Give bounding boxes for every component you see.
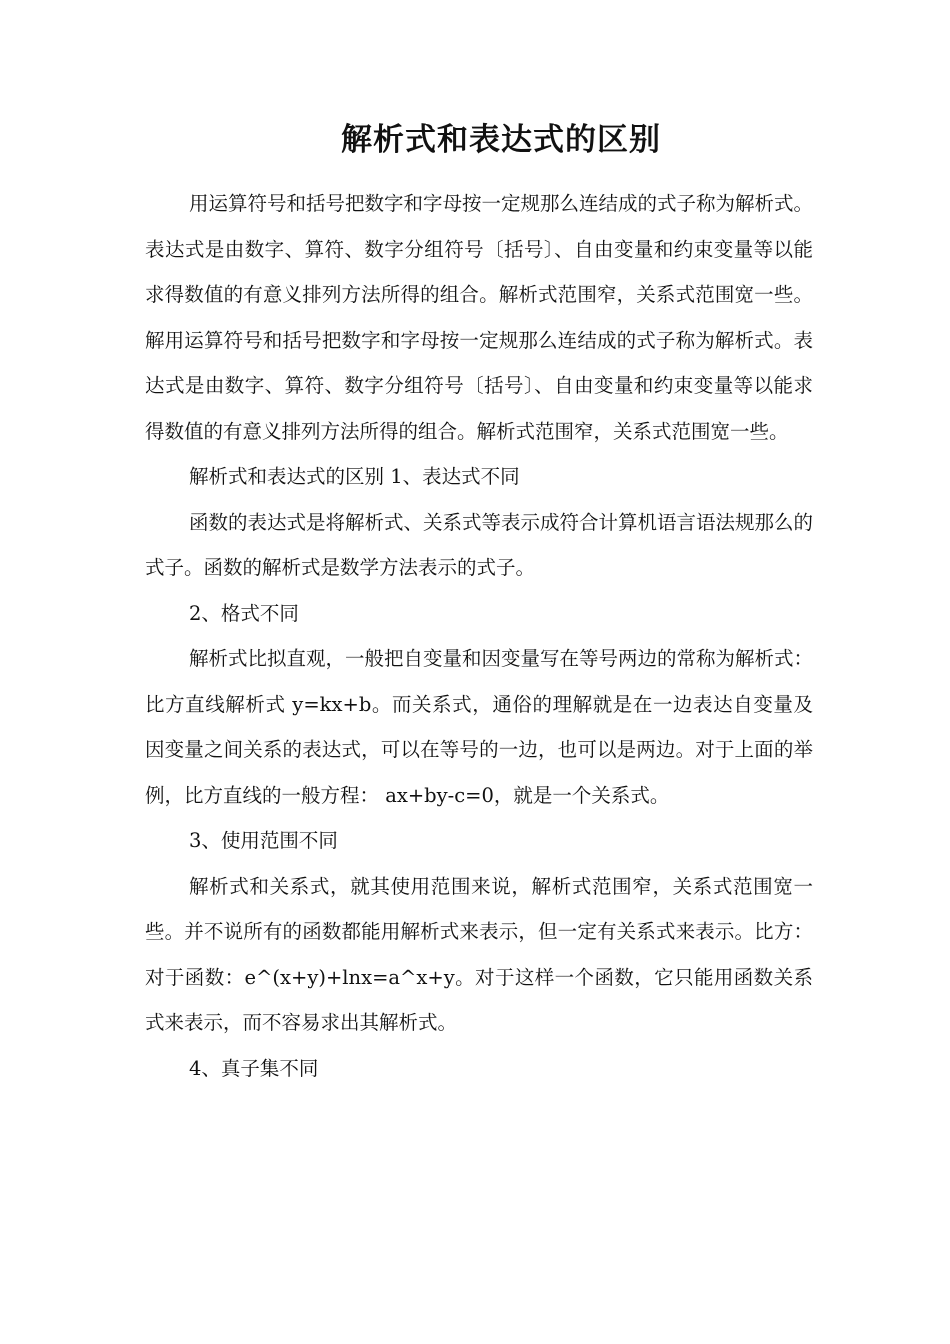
paragraph-format-difference: 解析式比拟直观，一般把自变量和因变量写在等号两边的常称为解析式：比方直线解析式 y=kx+b。而关系式，通俗的理解就是在一边表达自变量及因变量之间关系的表达式，可以在等号的一边，也可以是两边。对于上面的举例，比方直线的一般方程： ax+by-c=0，就是一个关系式。 bbox=[145, 647, 814, 807]
paragraph-scope-difference: 解析式和关系式，就其使用范围来说，解析式范围窄，关系式范围宽一些。并不说所有的函数都能用解析式来表示，但一定有关系式来表示。比方：对于函数：e^(x+y)+lnx=a^x+y。对于这样一个函数，它只能用函数关系式来表示，而不容易求出其解析式。 bbox=[145, 874, 813, 1034]
paragraph-intro: 用运算符号和括号把数字和字母按一定规那么连结成的式子称为解析式。表达式是由数字、算符、数字分组符号〔括号〕、自由变量和约束变量等以能求得数值的有意义排列方法所得的组合。解析式范围窄，关系式范围宽一些。解用运算符号和括号把数字和字母按一定规那么连结成的式子称为解析式。表达式是由数字、算符、数字分组符号〔括号〕、自由变量和约束变量等以能求得数值的有意义排列方法所得的组合。解析式范围窄，关系式范围宽一些。 bbox=[145, 192, 814, 443]
paragraph-expression-difference: 函数的表达式是将解析式、关系式等表示成符合计算机语言语法规那么的式子。函数的解析式是数学方法表示的式子。 bbox=[145, 510, 814, 579]
section-heading-3: 3、使用范围不同 bbox=[189, 829, 338, 852]
section-heading-2: 2、格式不同 bbox=[189, 601, 299, 625]
section-heading-1: 解析式和表达式的区别 1、表达式不同 bbox=[189, 465, 520, 488]
section-heading-4: 4、真子集不同 bbox=[189, 1056, 319, 1080]
document-body bbox=[145, 181, 813, 1091]
document-title: 解析式和表达式的区别 bbox=[341, 122, 661, 158]
